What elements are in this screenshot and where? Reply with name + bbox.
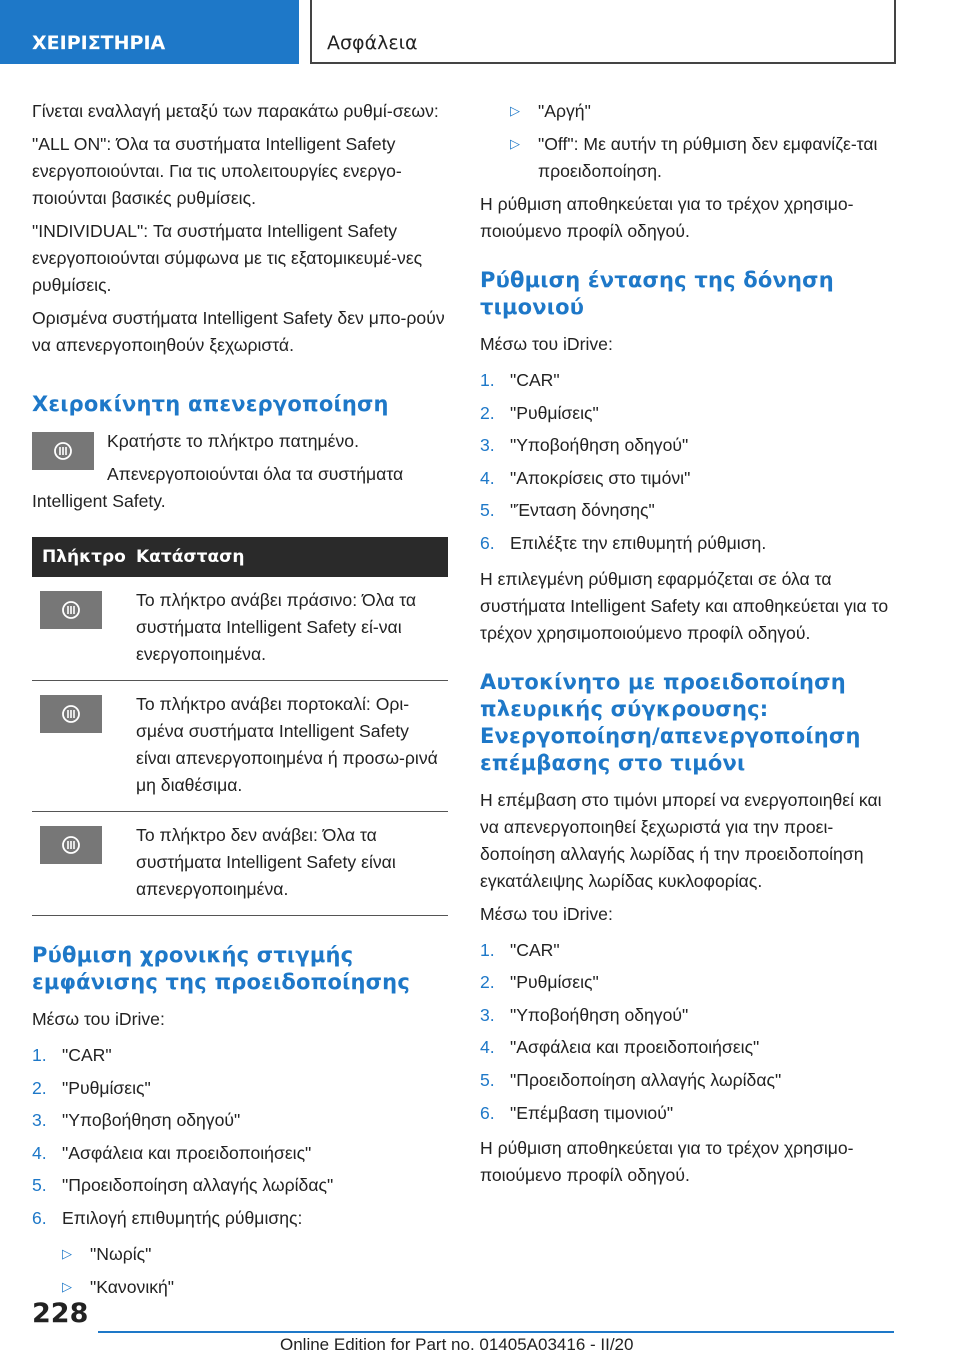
table-row [32,681,448,812]
timing-heading: Ρύθμιση χρονικής στιγμής εμφάνισης της προειδοποίησης [32,943,410,994]
button-state-table [32,537,448,916]
timing-saved-note: Η ρύθμιση αποθηκεύεται για το τρέχον χρησιμο‐ποιούμενο προφίλ οδηγού. [480,194,854,241]
status-text: Το πλήκτρο ανάβει πορτοκαλί: Ορι‐σμένα συστήματα Intelligent Safety είναι απενεργοποιημένα ή προσω‐ρινά μη διαθέσιμα. [136,681,448,812]
right-column [480,98,900,1195]
table-header-button: Πλήκτρο [32,537,136,577]
status-text: Το πλήκτρο ανάβει πράσινο: Όλα τα συστήματα Intelligent Safety εί‐ναι ενεργοποιημένα. [136,577,448,681]
manual-deactivation-block [32,428,448,515]
manual-deactivation-heading: Χειροκίνητη απενεργοποίηση [32,392,389,416]
footer-divider [98,1331,894,1333]
timing-options-cont [480,98,900,185]
page-number: 228 [32,1298,89,1329]
vibration-via: Μέσω του iDrive: [480,334,613,354]
list-item: 4. "Αποκρίσεις στο τιμόνι" [480,467,691,488]
manual-result-cont: Intelligent Safety. [32,491,166,511]
list-item: 1. "CAR" [480,370,560,390]
list-item: ▷ "Off": Με αυτήν τη ρύθμιση δεν εμφανίζε‐ται προειδοποίηση. [480,131,900,185]
vibration-steps [480,364,900,560]
table-header-row [32,537,448,577]
edition-note: Online Edition for Part no. 01405A03416 - II/20 [280,1335,634,1354]
intro-paragraph: Γίνεται εναλλαγή μεταξύ των παρακάτω ρυθμί‐σεων: [32,101,439,121]
timing-via: Μέσω του iDrive: [32,1009,165,1029]
intelligent-safety-button-icon [40,826,102,864]
steering-saved-note: Η ρύθμιση αποθηκεύεται για το τρέχον χρησιμο‐ποιούμενο προφίλ οδηγού. [480,1138,854,1186]
triangle-bullet-icon: ▷ [62,1279,72,1295]
intro-paragraph: Ορισμένα συστήματα Intelligent Safety δεν μπο‐ρούν να απενεργοποιηθούν ξεχωριστά. [32,308,445,355]
table-header-status: Κατάσταση [136,537,448,577]
list-item: 1. "CAR" [32,1045,112,1065]
list-item: 4. "Ασφάλεια και προειδοποιήσεις" [480,1037,760,1058]
manual-instruction: Κρατήστε το πλήκτρο πατημένο. [107,431,359,451]
table-row [32,577,448,681]
list-item: 2. "Ρυθμίσεις" [32,1077,151,1098]
list-item: ▷ "Κανονική" [32,1274,448,1301]
table-row [32,812,448,916]
list-item: 6. Επιλογή επιθυμητής ρύθμισης: [32,1207,303,1228]
list-item: 5. "Προειδοποίηση αλλαγής λωρίδας" [32,1175,334,1196]
section-tab [0,0,299,64]
chapter-header [310,0,896,64]
list-item: 6. Επιλέξτε την επιθυμητή ρύθμιση. [480,532,767,553]
vibration-heading: Ρύθμιση έντασης της δόνηση τιμονιού [480,268,834,319]
steering-heading: Αυτοκίνητο με προειδοποίηση πλευρικής σύγκρουσης: Ενεργοποίηση/απενεργοποίηση επέμβασης στο τιμόνι [480,669,861,775]
intelligent-safety-button-icon [40,695,102,733]
timing-options [32,1241,448,1301]
list-item: 3. "Υποβοήθηση οδηγού" [480,1004,689,1025]
list-item: ▷ "Αργή" [480,98,900,125]
manual-result: Απενεργοποιούνται όλα τα συστήματα [107,464,404,484]
chapter-title: Ασφάλεια [327,32,418,54]
list-item: 1. "CAR" [480,939,560,960]
intro-paragraph: "INDIVIDUAL": Τα συστήματα Intelligent Safety ενεργοποιούνται σύμφωνα με τις εξατομικευμέ‐νες ρυθμίσεις. [32,221,423,295]
steering-description: Η επέμβαση στο τιμόνι μπορεί να ενεργοποιηθεί και να απενεργοποιηθεί ξεχωριστά για την προει‐δοποίηση αλλαγής λωρίδας ή την προειδοποίηση εγκατάλειψης λωρίδας κυκλοφορίας. [480,789,882,891]
list-item: 4. "Ασφάλεια και προειδοποιήσεις" [32,1142,312,1163]
intelligent-safety-button-icon [40,591,102,629]
list-item: 6. "Επέμβαση τιμονιού" [480,1102,674,1123]
list-item: ▷ "Νωρίς" [32,1241,448,1268]
intro-paragraph: "ALL ON": Όλα τα συστήματα Intelligent Safety ενεργοποιούνται. Για τις υπολειτουργίες ενεργο‐ποιούνται βασικές ρυθμίσεις. [32,134,402,208]
triangle-bullet-icon: ▷ [62,1246,72,1262]
status-text: Το πλήκτρο δεν ανάβει: Όλα τα συστήματα Intelligent Safety είναι απενεργοποιημένα. [136,812,448,916]
left-column [32,98,448,1307]
list-item: 3. "Υποβοήθηση οδηγού" [32,1110,241,1131]
triangle-bullet-icon: ▷ [510,137,520,152]
list-item: 5. "Ένταση δόνησης" [480,500,655,521]
steering-steps [480,934,900,1130]
intelligent-safety-button-icon [32,432,94,470]
list-item: 3. "Υποβοήθηση οδηγού" [480,435,689,456]
list-item: 2. "Ρυθμίσεις" [480,972,599,993]
vibration-saved-note: Η επιλεγμένη ρύθμιση εφαρμόζεται σε όλα τα συστήματα Intelligent Safety και αποθηκεύεται για το τρέχον χρησιμοποιούμενο προφίλ οδηγού. [480,568,889,643]
triangle-bullet-icon: ▷ [510,104,520,119]
section-title: ΧΕΙΡΙΣΤΗΡΙΑ [32,32,166,54]
list-item: 5. "Προειδοποίηση αλλαγής λωρίδας" [480,1069,782,1090]
list-item: 2. "Ρυθμίσεις" [480,402,599,423]
timing-steps [32,1039,448,1235]
steering-via: Μέσω του iDrive: [480,903,613,924]
